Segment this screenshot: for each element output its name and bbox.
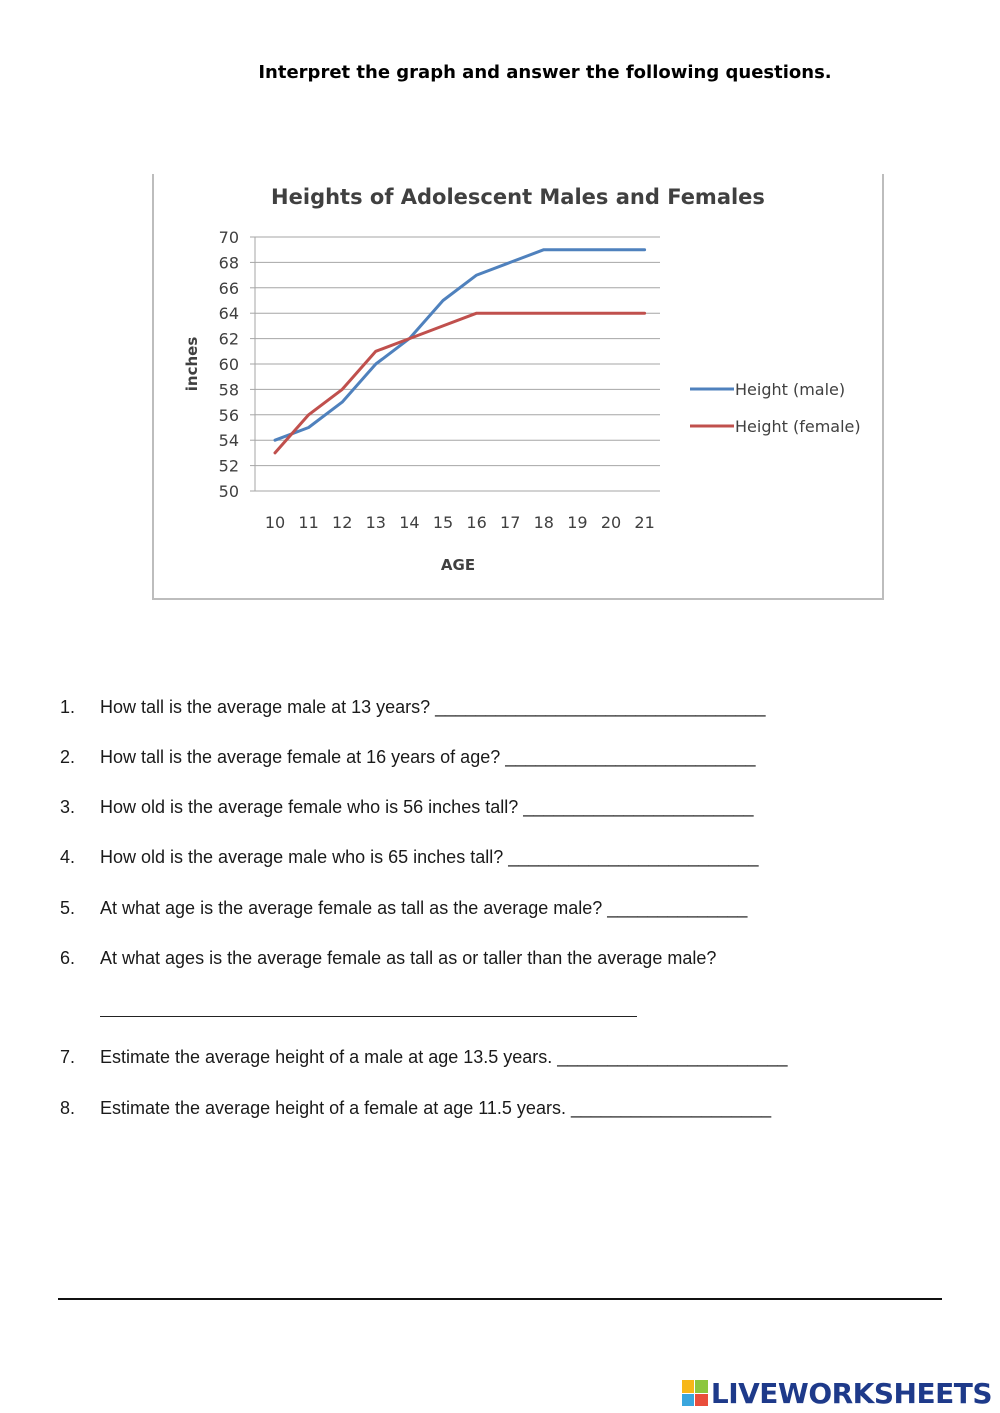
- legend-label-male: Height (male): [735, 380, 846, 399]
- x-tick-label-14: 14: [399, 513, 420, 532]
- question-6-text: At what ages is the average female as tall as or taller than the average male?: [100, 948, 717, 968]
- question-8-number: 8.: [60, 1098, 76, 1118]
- series-line-female: [275, 313, 645, 453]
- x-tick-label-21: 21: [634, 513, 655, 532]
- series-line-male: [275, 250, 645, 441]
- y-tick-label-64: 64: [218, 304, 239, 324]
- x-tick-label-13: 13: [365, 513, 386, 532]
- logo-tile-2: [695, 1380, 708, 1393]
- question-8-text: Estimate the average height of a female at age 11.5 years. ____________________: [100, 1098, 772, 1118]
- y-tick-label-56: 56: [218, 405, 239, 425]
- line-chart: [152, 174, 884, 600]
- x-tick-label-17: 17: [500, 513, 521, 532]
- y-tick-label-66: 66: [218, 278, 239, 298]
- question-3-number: 3.: [60, 797, 76, 817]
- x-tick-label-10: 10: [264, 513, 286, 532]
- question-4-text: How old is the average male who is 65 inches tall? _________________________: [100, 847, 759, 867]
- x-tick-label-12: 12: [332, 513, 353, 532]
- question-1-text: How tall is the average male at 13 years? _________________________________: [100, 697, 766, 717]
- question-5-number: 5.: [60, 898, 76, 918]
- y-tick-label-52: 52: [218, 456, 239, 476]
- y-tick-label-62: 62: [218, 329, 239, 349]
- x-tick-label-20: 20: [600, 513, 622, 532]
- question-7-number: 7.: [60, 1047, 76, 1067]
- liveworksheets-logo-icon: [682, 1380, 708, 1406]
- x-axis-label: AGE: [440, 556, 476, 574]
- y-tick-label-68: 68: [218, 253, 239, 273]
- logo-tile-1: [682, 1380, 695, 1393]
- y-tick-label-50: 50: [218, 482, 239, 501]
- liveworksheets-branding: [682, 1376, 992, 1410]
- bottom-rule: [58, 1298, 942, 1300]
- worksheet-instruction: Interpret the graph and answer the following questions.: [258, 62, 832, 83]
- y-tick-label-70: 70: [218, 228, 239, 247]
- question-2-text: How tall is the average female at 16 years of age? _________________________: [100, 747, 756, 767]
- liveworksheets-wordmark: LIVEWORKSHEETS: [710, 1376, 992, 1410]
- logo-tile-4: [695, 1394, 708, 1407]
- y-tick-label-54: 54: [218, 431, 239, 451]
- question-6-number: 6.: [60, 948, 76, 968]
- question-4-number: 4.: [60, 847, 76, 867]
- x-tick-label-15: 15: [432, 513, 454, 532]
- answer-line-question-6[interactable]: [100, 1016, 637, 1017]
- logo-tile-3: [682, 1394, 695, 1407]
- question-7-text: Estimate the average height of a male at age 13.5 years. _______________________: [100, 1047, 788, 1067]
- question-3-text: How old is the average female who is 56 inches tall? _______________________: [100, 797, 754, 817]
- question-5-text: At what age is the average female as tall as the average male? ______________: [100, 898, 748, 918]
- legend-label-female: Height (female): [735, 417, 861, 436]
- chart-title: Heights of Adolescent Males and Females: [271, 185, 765, 209]
- question-1-number: 1.: [60, 697, 76, 717]
- y-tick-label-60: 60: [218, 355, 239, 374]
- question-2-number: 2.: [60, 747, 76, 767]
- x-tick-label-16: 16: [466, 513, 487, 532]
- y-axis-label: inches: [183, 336, 201, 392]
- y-tick-label-58: 58: [218, 380, 239, 400]
- x-tick-label-11: 11: [298, 513, 319, 532]
- x-tick-label-18: 18: [533, 513, 554, 532]
- x-tick-label-19: 19: [567, 513, 588, 532]
